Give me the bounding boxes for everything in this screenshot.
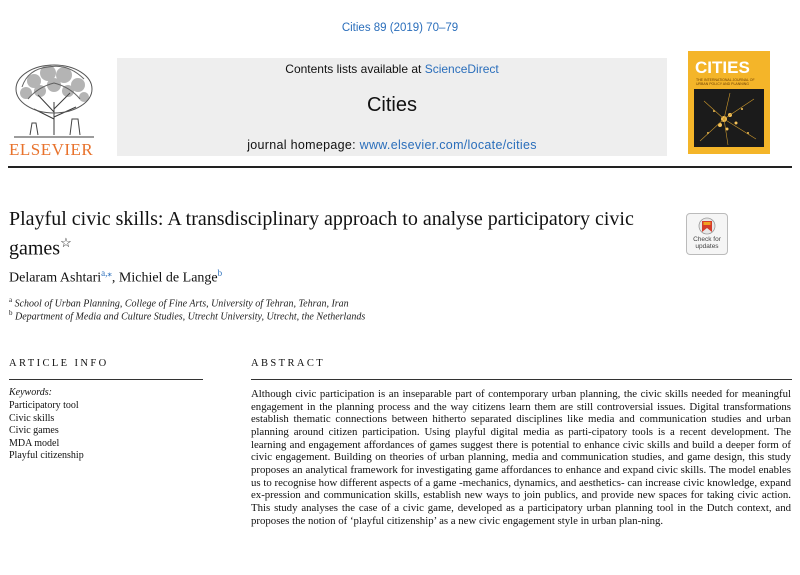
homepage-prefix: journal homepage: (247, 138, 360, 152)
author-affil-mark[interactable]: a,⁎ (101, 268, 112, 278)
abstract-heading: ABSTRACT (251, 358, 326, 369)
cover-subtitle: THE INTERNATIONAL JOURNAL OF URBAN POLICY AND PLANNING (696, 78, 755, 86)
affiliation (9, 309, 365, 322)
homepage-link[interactable]: www.elsevier.com/locate/cities (359, 138, 537, 152)
elsevier-wordmark: ELSEVIER (9, 140, 94, 159)
title-footnote-mark[interactable]: ☆ (60, 235, 72, 250)
keyword-item[interactable]: Civic games (9, 425, 59, 437)
journal-title: Cities (366, 94, 417, 116)
affiliation-text: Department of Media and Culture Studies, Utrecht University, Utrecht, the Netherlands (15, 311, 366, 323)
journal-cover[interactable] (688, 51, 770, 154)
update-line-2: updates (695, 243, 719, 250)
affiliation-mark: b (9, 309, 13, 317)
keyword-item[interactable]: Participatory tool (9, 400, 79, 411)
cover-city-lights-image (694, 89, 764, 147)
sciencedirect-link[interactable]: ScienceDirect (424, 62, 499, 76)
affiliation (9, 296, 349, 309)
keyword-item[interactable]: Playful citizenship (9, 450, 84, 462)
update-line-1: Check for (693, 236, 721, 243)
abstract-divider (251, 379, 792, 380)
journal-citation[interactable]: Cities 89 (2019) 70–79 (341, 22, 459, 34)
check-for-updates-icon (698, 217, 716, 237)
abstract-body: Although civic participation is an inseparable part of contemporary urban planning, the civic skills needed for meaningful engagement in the planning process and the way citizens learn them are still controversial issues. Digital transformations establish thematic connections between hitherto separated disciplines like media and communication studies and urban planning around citizen participation. Using playful digital media as parti-cipatory tools is a recent development. The learning and engagement affordances of games suggest there is potential to enhance civic skills and build a deeper form of civic engagement. Building on theories of urban planning, media and communication studies, and game design, this study proposes an analytical framework for investigating game affordances to enhance and expand civic skills. The model enables us to recognise how different aspects of a game -mechanics, dynamics, and aesthetics- can increase civic knowledge, expand ex-pression and communication skills, establish new ways to join publics, and provide new spaces for taking civic action. This study analyses the case of a civic game, developed as a participatory urban planning tool in the Dutch context, and proposes the notion of ‘playful citizenship’ as a new civic engagement style in urban plan-ning. (251, 388, 791, 527)
affiliation-text: School of Urban Planning, College of Fine Arts, University of Tehran, Tehran, Iran (14, 298, 349, 310)
header-divider (8, 166, 792, 168)
contents-prefix: Contents lists available at (285, 62, 425, 76)
keyword-item[interactable]: Civic skills (9, 412, 55, 424)
author-affil-mark[interactable]: b (217, 268, 223, 278)
keywords-label: Keywords: (9, 387, 52, 398)
article-title (9, 207, 669, 261)
keywords-list (9, 400, 84, 463)
check-for-updates-label (687, 236, 727, 250)
author-list (9, 268, 222, 287)
contents-line (117, 62, 667, 76)
author-separator: , (111, 270, 119, 286)
keyword-item[interactable]: MDA model (9, 437, 60, 449)
article-info-divider (9, 379, 203, 380)
affiliation-mark: a (9, 296, 13, 304)
homepage-line (117, 138, 667, 152)
check-for-updates-button[interactable] (686, 213, 728, 255)
author-name[interactable]: Delaram Ashtari (9, 270, 102, 286)
journal-masthead (117, 58, 667, 156)
author-name[interactable]: Michiel de Lange (118, 270, 218, 286)
article-title-text: Playful civic skills: A transdisciplinary approach to analyse participatory civic games (9, 208, 634, 260)
cover-title: CITIES (695, 58, 750, 77)
article-info-heading: ARTICLE INFO (9, 358, 109, 369)
